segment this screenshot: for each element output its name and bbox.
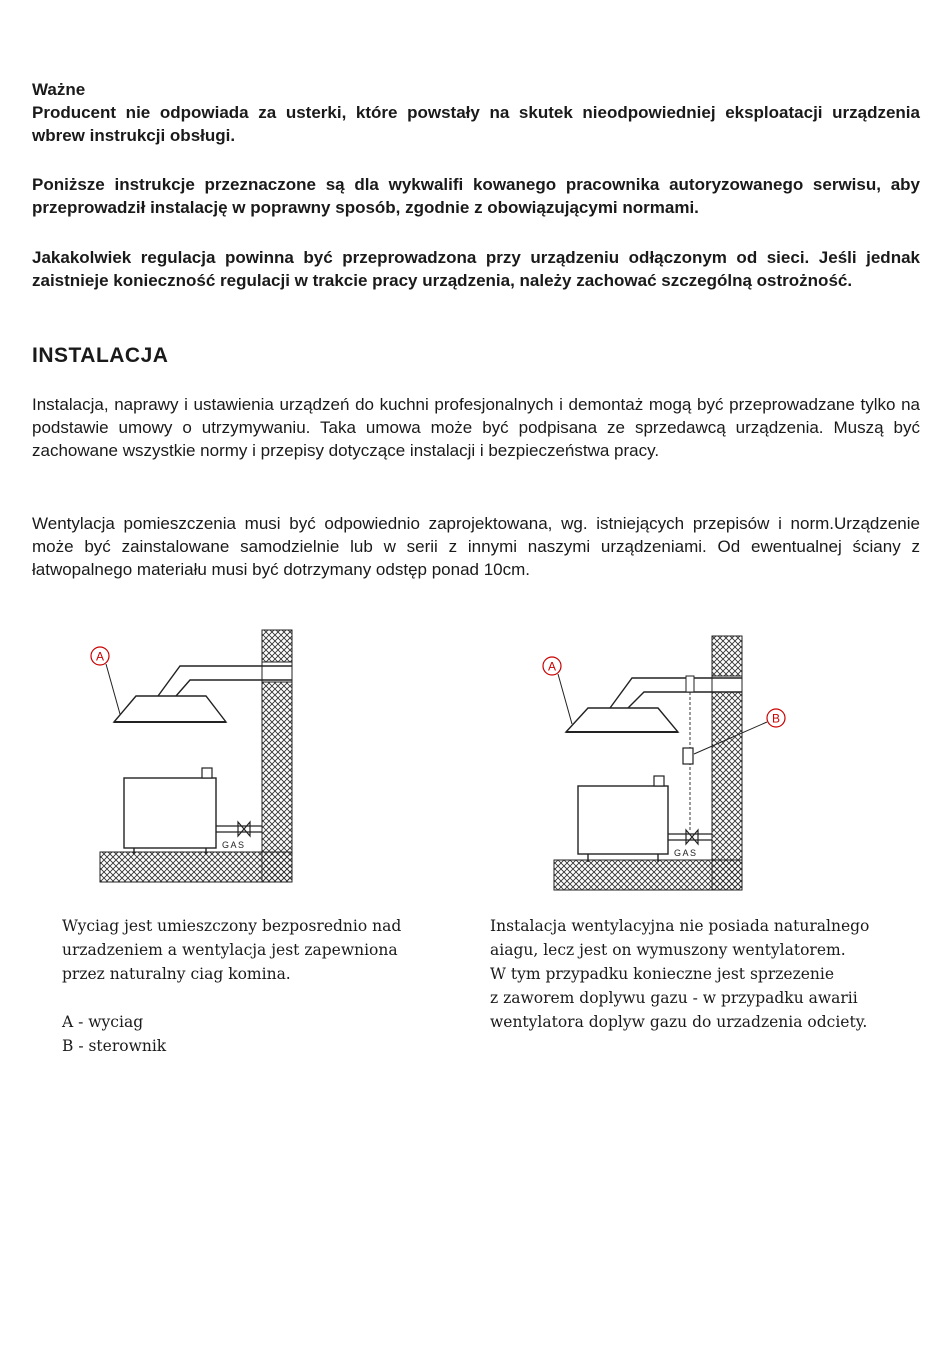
- caption-line: Wyciag jest umieszczony bezposrednio nad: [62, 917, 402, 935]
- installation-paragraph-2: Wentylacja pomieszczenia musi być odpowiednio zaprojektowana, wg. istniejących przepisów i norm.Urządzenie może być zainstalowane samodzielnie lub w serii z innymi naszymi urządzeniami. Od ewentualnej ściany z łatwopalnego materiału musi być dotrzymany odstęp ponad 10cm.: [32, 514, 920, 579]
- caption-line: z zaworem doplywu gazu - w przypadku awarii: [490, 989, 858, 1007]
- hood: [566, 708, 678, 732]
- label-a: A: [95, 649, 105, 664]
- legend-b: B - sterownik: [62, 1037, 167, 1055]
- appliance: [578, 776, 668, 862]
- caption-line: urzadzeniem a wentylacja jest zapewniona: [62, 941, 398, 959]
- caption-line: W tym przypadku konieczne jest sprzezenie: [490, 965, 835, 983]
- floor: [100, 852, 292, 882]
- legend-a: A - wyciag: [62, 1013, 144, 1031]
- fan-sensor: [686, 676, 694, 692]
- hood: [114, 696, 226, 722]
- caption-left: [62, 914, 442, 1058]
- appliance: [124, 768, 216, 854]
- label-a-marker: [543, 657, 572, 724]
- caption-right: [490, 914, 920, 1034]
- gas-pipe: [668, 830, 712, 844]
- important-text: Producent nie odpowiada za usterki, które powstały na skutek nieodpowiedniej eksploatacji urządzenia wbrew instrukcji obsługi.: [32, 103, 920, 145]
- label-a: A: [547, 659, 557, 674]
- gas-label: GAS: [222, 840, 246, 850]
- wall: [712, 636, 742, 890]
- caption-line: przez naturalny ciag komina.: [62, 965, 291, 983]
- important-heading: Ważne: [32, 80, 86, 99]
- gas-pipe: [216, 822, 262, 836]
- wall: [262, 630, 292, 882]
- floor: [554, 860, 742, 890]
- installation-paragraph-1: Instalacja, naprawy i ustawienia urządzeń do kuchni profesjonalnych i demontaż mogą być przeprowadzane tylko na podstawie umowy o utrzymywaniu. Taka umowa może być podpisana ze sprzedawcą urządzenia. Muszą być zachowane wszystkie normy i przepisy dotyczące instalacji i bezpieczeństwa pracy.: [32, 395, 920, 460]
- caption-line: Instalacja wentylacyjna nie posiada naturalnego: [490, 917, 870, 935]
- label-a-marker: [91, 647, 120, 714]
- section-title: INSTALACJA: [32, 344, 169, 367]
- intro-paragraph-2: Jakakolwiek regulacja powinna być przeprowadzona przy urządzeniu odłączonym od sieci. Jeśli jednak zaistnieje konieczność regulacji w trakcie pracy urządzenia, należy zachować szczególną ostrożność.: [32, 248, 920, 290]
- caption-line: aiagu, lecz jest on wymuszony wentylatorem.: [490, 941, 846, 959]
- caption-spacer: [62, 986, 442, 1010]
- gas-label: GAS: [674, 848, 698, 858]
- forced-ventilation-diagram: [528, 632, 800, 894]
- controller-box: [683, 748, 693, 764]
- natural-draft-diagram: [80, 626, 310, 888]
- caption-line: wentylatora doplyw gazu do urzadzenia odciety.: [490, 1013, 868, 1031]
- intro-paragraph-1: Poniższe instrukcje przeznaczone są dla wykwalifi kowanego pracownika autoryzowanego serwisu, aby przeprowadził instalację w poprawny sposób, zgodnie z obowiązującymi normami.: [32, 175, 920, 217]
- label-b: B: [771, 711, 781, 726]
